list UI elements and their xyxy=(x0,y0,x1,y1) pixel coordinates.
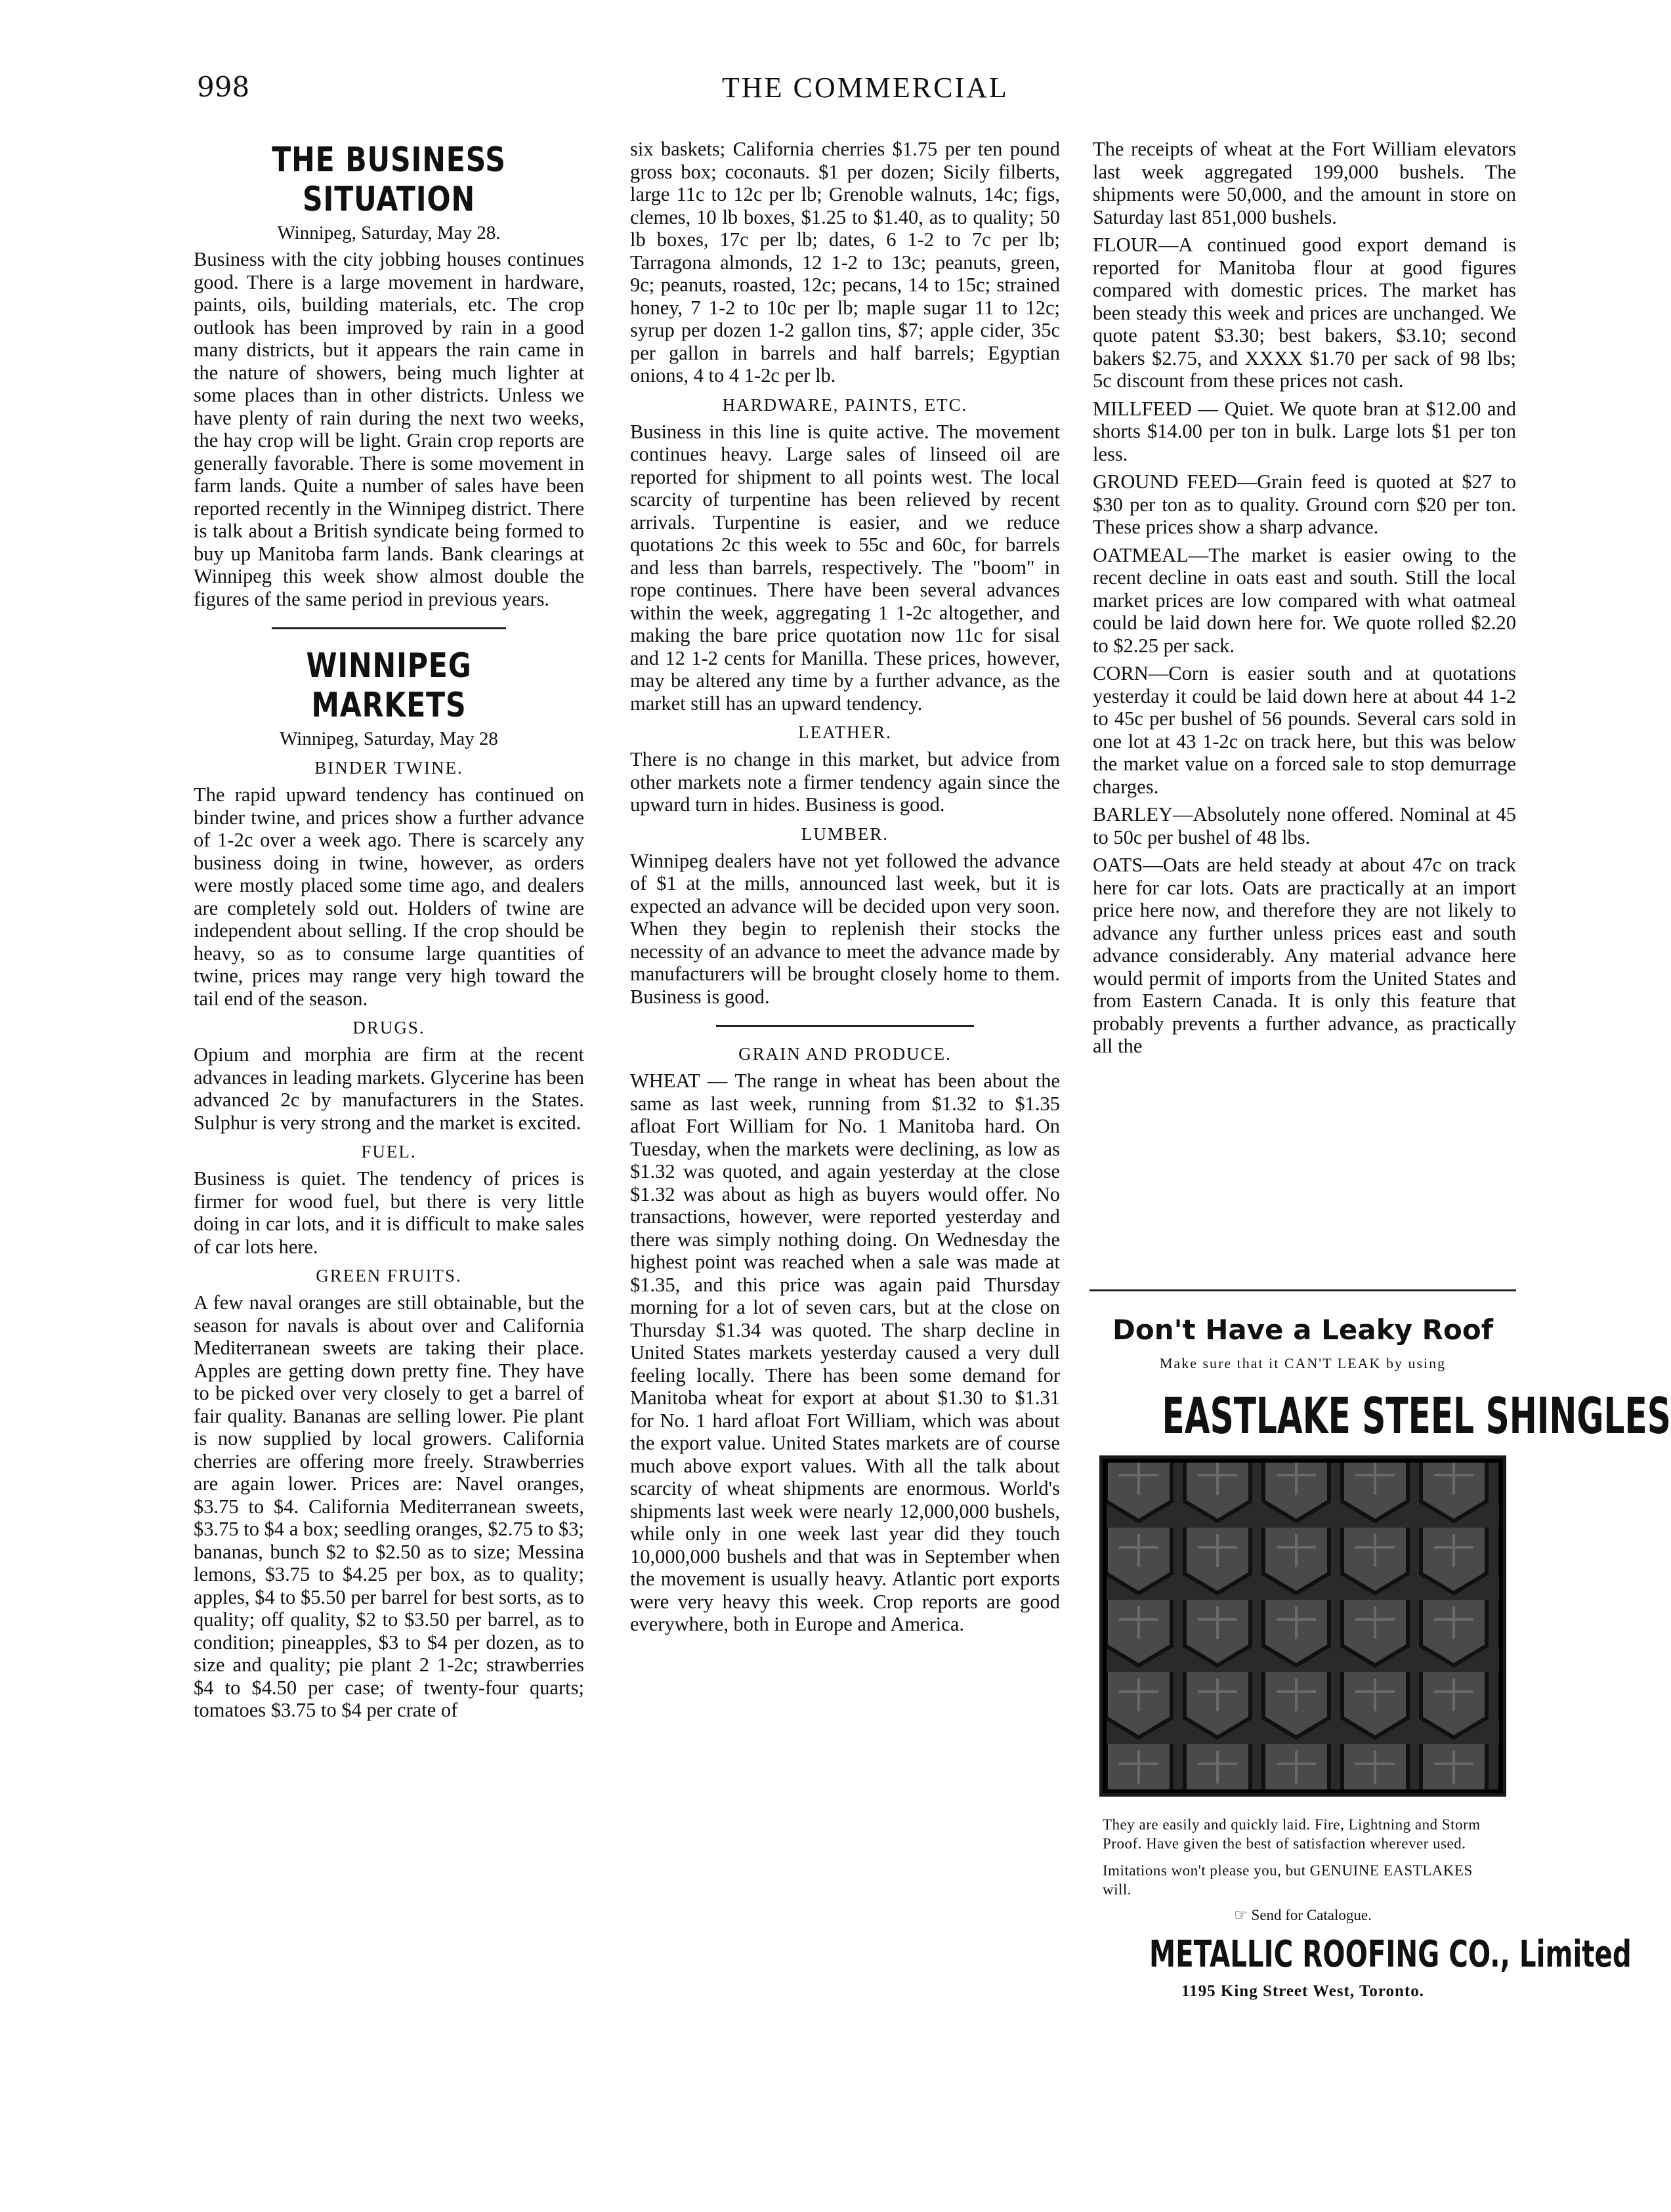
section-divider xyxy=(716,1025,974,1027)
millfeed-text: MILLFEED — Quiet. We quote bran at $12.00 and shorts $14.00 per ton in bulk. Large lots $1 per ton less. xyxy=(1093,397,1516,465)
lumber-heading: LUMBER. xyxy=(801,824,889,844)
grain-heading: GRAIN AND PRODUCE. xyxy=(738,1044,952,1064)
drugs-heading: DRUGS. xyxy=(352,1018,425,1037)
ad-imitations-text: Imitations won't please you, but GENUINE EASTLAKES will. xyxy=(1103,1862,1473,1898)
ad-address: 1195 King Street West, Toronto. xyxy=(1181,1982,1424,2000)
oatmeal-text: OATMEAL—The market is easier owing to the recent decline in oats east and south. Still the local market prices are low compared with what oatmeal could be laid down here for. We quote rolled $2.20 to $2.25 per sack. xyxy=(1093,543,1516,657)
ad-headline: Don't Have a Leaky Roof xyxy=(1112,1314,1493,1346)
ad-body-text: They are easily and quickly laid. Fire, Lightning and Storm Proof. Have given the best of satisfaction wherever used. xyxy=(1103,1816,1481,1852)
green-fruits-continued: six baskets; California cherries $1.75 per ten pound gross box; coconauts. $1 per dozen; Sicily filberts, large 11c to 12c per lb; Grenoble walnuts, 14c; figs, clemes, 10 lb boxes, $1.25 to $1.40, as to quality; 50 lb boxes, 17c per lb; dates, 6 1-2 to 7c per lb; Tarragona almonds, 12 1-2 to 13c; peanuts, green, 9c; peanuts, roasted, 12c; pecans, 14 to 15c; strained honey, 7 1-2 to 10c per lb; maple sugar 11 to 12c; syrup per dozen 1-2 gallon tins, $7; apple cider, 35c per gallon in barrels and half barrels; Egyptian onions, 4 to 4 1-2c per lb. xyxy=(630,138,1060,386)
fuel-heading: FUEL. xyxy=(361,1142,417,1161)
running-head: THE COMMERCIAL xyxy=(722,72,1009,104)
barley-text: BARLEY—Absolutely none offered. Nominal at 45 to 50c per bushel of 48 lbs. xyxy=(1093,803,1516,848)
ad-catalogue-line: ☞ Send for Catalogue. xyxy=(1234,1907,1372,1923)
section-divider xyxy=(272,627,506,629)
hardware-heading: HARDWARE, PAINTS, ETC. xyxy=(722,394,968,415)
business-dateline: Winnipeg, Saturday, May 28. xyxy=(277,222,501,243)
green-fruits-heading: GREEN FRUITS. xyxy=(316,1266,462,1285)
markets-dateline: Winnipeg, Saturday, May 28 xyxy=(280,728,498,749)
markets-headline: WINNIPEG MARKETS xyxy=(306,646,472,725)
fuel-text: Business is quiet. The tendency of prices is firmer for wood fuel, but there is very little doing in car lots, and it is difficult to make sales of car lots here. xyxy=(194,1167,584,1258)
corn-text: CORN—Corn is easier south and at quotations yesterday it could be laid down here at about 44 1-2 to 45c per bushel of 56 pounds. Several cars sold in one lot at 43 1-2c on track here, but this was below the market value on a forced sale to stop demurrage charges. xyxy=(1093,662,1516,798)
leather-heading: LEATHER. xyxy=(798,722,892,742)
ad-tagline: Make sure that it CAN'T LEAK by using xyxy=(1159,1355,1447,1371)
business-paragraph: Business with the city jobbing houses continues good. There is a large movement in hardware, paints, oils, building materials, etc. The crop outlook has been improved by rain in a good many districts, but it appears the rain came in the nature of showers, being much lighter at some places than in other districts. Unless we have plenty of rain during the next two weeks, the hay crop will be light. Grain crop reports are generally favorable. There is some movement in farm lands. Quite a number of sales have been reported recently in the Winnipeg district. There is talk about a British syndicate being formed to buy up Manitoba farm lands. Bank clearings at Winnipeg this week show almost double the figures of the same period in previous years. xyxy=(194,248,584,610)
leather-text: There is no change in this market, but advice from other markets note a firmer tendency again since the upward turn in hides. Business is good. xyxy=(630,748,1060,816)
ad-brand: EASTLAKE STEEL SHINGLES xyxy=(1162,1387,1671,1445)
advertisement xyxy=(1089,1289,1671,2001)
receipts-text: The receipts of wheat at the Fort William elevators last week aggregated 199,000 bushels. The shipments were 50,000, and the amount in store on Saturday last 851,000 bushels. xyxy=(1093,138,1516,228)
business-headline: THE BUSINESS SITUATION xyxy=(272,140,506,219)
binder-twine-heading: BINDER TWINE. xyxy=(314,758,463,778)
drugs-text: Opium and morphia are firm at the recent advances in leading markets. Glycerine has been advanced 2c by manufacturers in the States. Sulphur is very strong and the market is excited. xyxy=(194,1043,584,1134)
flour-text: FLOUR—A continued good export demand is reported for Manitoba flour at good figures compared with domestic prices. The market has been steady this week and prices are unchanged. We quote patent $3.30; best bakers, $3.10; second bakers $2.75, and XXXX $1.70 per sack of 98 lbs; 5c discount from these prices not cash. xyxy=(1093,234,1516,392)
lumber-text: Winnipeg dealers have not yet followed the advance of $1 at the mills, announced last week, but it is expected an advance will be decided upon very soon. When they begin to replenish their stocks the necessity of an advance to meet the advance made by manufacturers will be brought closely home to them. Business is good. xyxy=(630,849,1060,1008)
column-1 xyxy=(194,138,584,1727)
green-fruits-text: A few naval oranges are still obtainable, but the season for navals is about over and California Mediterranean sweets are taking their place. Apples are getting down pretty fine. They have to be picked over very closely to get a barrel of fair quality. Bananas are selling lower. Pie plant is now supplied by local growers. California cherries are offering more freely. Strawberries are again lower. Prices are: Navel oranges, $3.75 to $4. California Mediterranean sweets, $3.75 to $4 a box; seedling oranges, $2.75 to $3; bananas, bunch $2 to $2.50 as to size; Messina lemons, $3.75 to $4.25 per box, as to quality; apples, $4 to $5.50 per barrel for best sorts, as to quality; off quality, $2 to $3.50 per barrel, as to condition; pineapples, $3 to $4 per dozen, as to size and quality; pie plant 2 1-2c; strawberries $4 to $4.50 per case; of twenty-four quarts; tomatoes $3.75 to $4 per crate of xyxy=(194,1291,584,1721)
ad-divider xyxy=(1089,1289,1516,1291)
oats-text: OATS—Oats are held steady at about 47c on track here for car lots. Oats are practically at an import price here now, and therefore they are not likely to advance any further unless prices east and south advance considerably. Any material advance here would permit of imports from the United States and from Eastern Canada. It is only this feature that probably prevents a further advance, as practically all the xyxy=(1093,854,1516,1057)
column-3 xyxy=(1093,138,1516,1063)
column-2 xyxy=(630,138,1060,1641)
page-number: 998 xyxy=(197,71,250,103)
binder-twine-text: The rapid upward tendency has continued on binder twine, and prices show a further advance of 1-2c over a week ago. There is scarcely any business doing in twine, however, as orders were mostly placed some time ago, and dealers are completely sold out. Holders of twine are independent about selling. If the crop should be heavy, so as to consume large quantities of twine, prices may range very high toward the tail end of the season. xyxy=(194,783,584,1010)
wheat-text: WHEAT — The range in wheat has been about the same as last week, running from $1.32 to $1.35 afloat Fort William for No. 1 Manitoba hard. On Tuesday, when the markets were declining, as low as $1.32 was quoted, and again yesterday at the close $1.32 was about as high as buyers would offer. No transactions, however, were reported yesterday and there was simply nothing doing. On Wednesday the highest point was reached when a sale was made at $1.35, and this price was again paid Thursday morning for a lot of seven cars, but at the close on Thursday $1.34 was quoted. The sharp decline in United States markets yesterday caused a very dull feeling locally. There has been some demand for Manitoba wheat for export at about $1.30 to $1.31 for No. 1 hard afloat Fort William, which was about the export value. United States markets are of course much above export values. With all the talk about scarcity of wheat shipments are enormous. World's shipments last week were nearly 12,000,000 bushels, while only in one week last year did they touch 10,000,000 bushels and that was in September when the movement is usually heavy. Atlantic port exports were very heavy this week. Crop reports are good everywhere, both in Europe and America. xyxy=(630,1070,1060,1635)
hardware-text: Business in this line is quite active. The movement continues heavy. Large sales of linseed oil are reported for shipment to all points west. The local scarcity of turpentine has been relieved by recent arrivals. Turpentine is easier, and we reduce quotations 2c this week to 55c and 60c, for barrels and less than barrels, respectively. The "boom" in rope continues. There have been several advances within the week, aggregating 1 1-2c altogether, and making the bare price quotation now 11c for sisal and 12 1-2 cents for Manilla. These prices, however, may be altered any time by a further advance, as the market still has an upward tendency. xyxy=(630,420,1060,715)
ad-company-name: METALLIC ROOFING CO., Limited xyxy=(1149,1933,1632,1976)
ground-feed-text: GROUND FEED—Grain feed is quoted at $27 to $30 per ton as to quality. Ground corn $20 per ton. These prices show a sharp advance. xyxy=(1093,470,1516,538)
shingle-roof-illustration xyxy=(1099,1455,1506,1797)
